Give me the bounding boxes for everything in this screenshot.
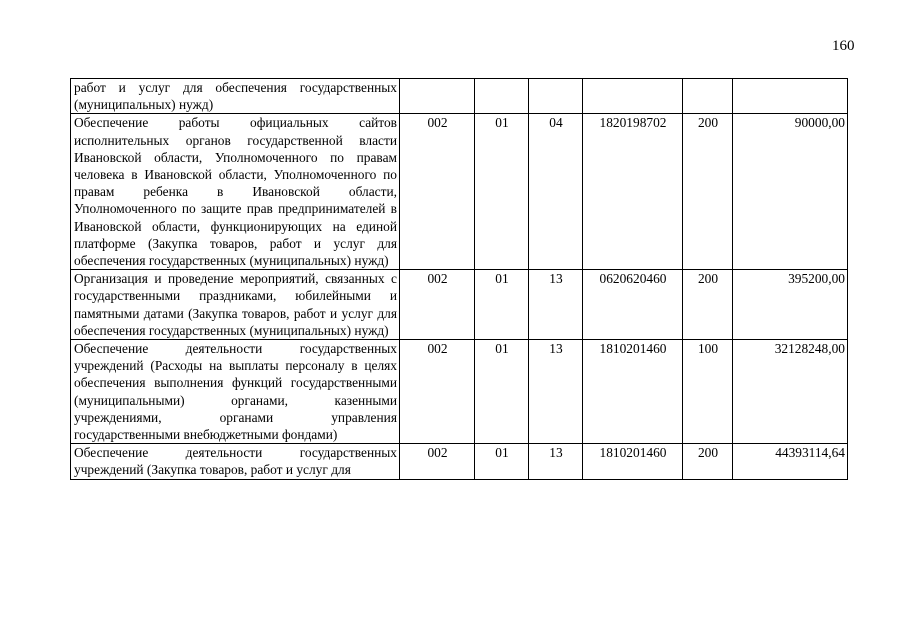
section-code-cell: [475, 79, 529, 114]
description-cell: Организация и проведение мероприятий, связанных с государственными праздниками, юбилейными и памятными датами (Закупка товаров, работ и услуг для обеспечения государственных (муниципальных) нужд): [71, 270, 400, 340]
section-code-cell: 01: [475, 114, 529, 270]
section-code-cell: 01: [475, 340, 529, 444]
table-row: [71, 79, 848, 114]
expense-type-cell: 200: [683, 114, 733, 270]
subsection-code-cell: 13: [529, 270, 583, 340]
amount-cell: 32128248,00: [733, 340, 848, 444]
admin-code-cell: 002: [400, 444, 475, 479]
expense-type-cell: 200: [683, 270, 733, 340]
table-row: [71, 444, 848, 479]
target-article-cell: 1810201460: [583, 444, 683, 479]
expense-type-cell: 100: [683, 340, 733, 444]
description-cell: работ и услуг для обеспечения государственных (муниципальных) нужд): [71, 79, 400, 114]
subsection-code-cell: 13: [529, 340, 583, 444]
amount-cell: 90000,00: [733, 114, 848, 270]
table-row: [71, 114, 848, 270]
admin-code-cell: [400, 79, 475, 114]
amount-cell: 395200,00: [733, 270, 848, 340]
amount-cell: 44393114,64: [733, 444, 848, 479]
expense-type-cell: 200: [683, 444, 733, 479]
amount-cell: [733, 79, 848, 114]
target-article-cell: 0620620460: [583, 270, 683, 340]
page-number: 160: [832, 38, 855, 54]
target-article-cell: 1820198702: [583, 114, 683, 270]
target-article-cell: [583, 79, 683, 114]
table-body: [71, 79, 848, 480]
section-code-cell: 01: [475, 444, 529, 479]
table-row: [71, 340, 848, 444]
subsection-code-cell: 13: [529, 444, 583, 479]
table-row: [71, 270, 848, 340]
admin-code-cell: 002: [400, 270, 475, 340]
admin-code-cell: 002: [400, 114, 475, 270]
budget-table: [70, 78, 848, 480]
section-code-cell: 01: [475, 270, 529, 340]
subsection-code-cell: 04: [529, 114, 583, 270]
admin-code-cell: 002: [400, 340, 475, 444]
description-cell: Обеспечение деятельности государственных учреждений (Закупка товаров, работ и услуг для: [71, 444, 400, 479]
description-cell: Обеспечение деятельности государственных учреждений (Расходы на выплаты персоналу в целях обеспечения выполнения функций государственными (муниципальными) органами, казенными учреждениями, органами управления государственными внебюджетными фондами): [71, 340, 400, 444]
description-cell: Обеспечение работы официальных сайтов исполнительных органов государственной власти Ивановской области, Уполномоченного по правам человека в Ивановской области, Уполномоченного по правам ребенка в Ивановской области, Уполномоченного по защите прав предпринимателей в Ивановской области, функционирующих на единой платформе (Закупка товаров, работ и услуг для обеспечения государственных (муниципальных) нужд): [71, 114, 400, 270]
target-article-cell: 1810201460: [583, 340, 683, 444]
expense-type-cell: [683, 79, 733, 114]
subsection-code-cell: [529, 79, 583, 114]
